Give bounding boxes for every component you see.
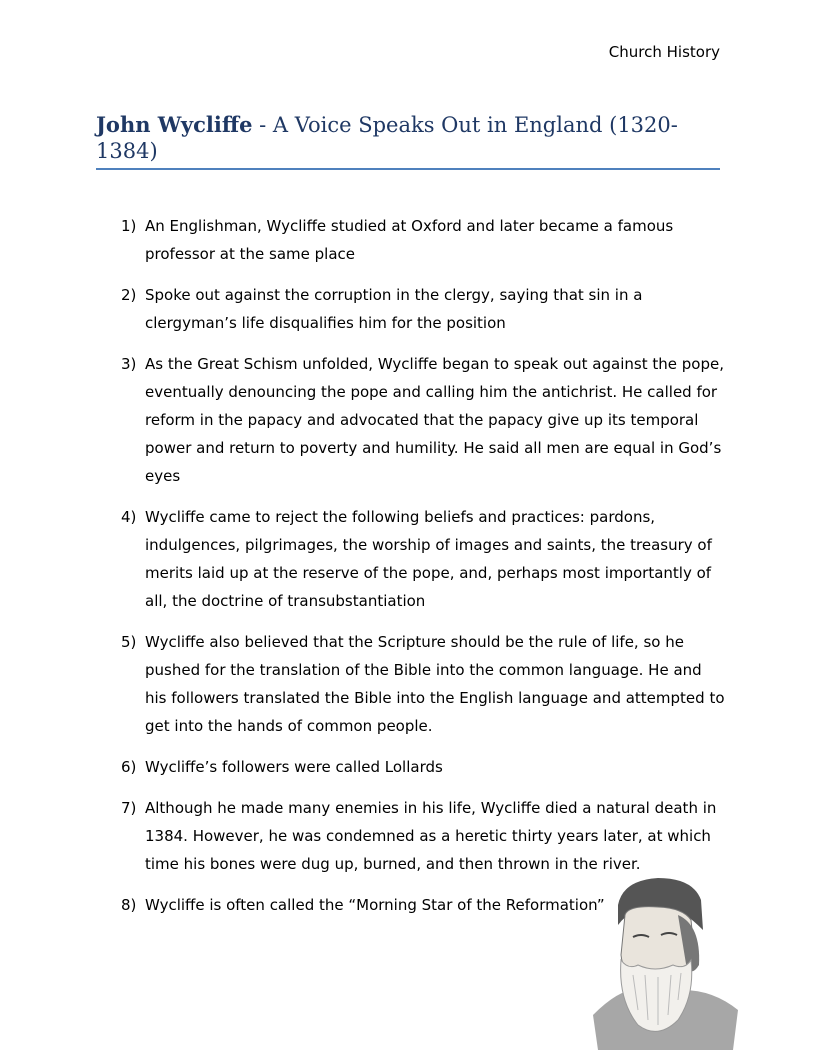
- item-text: As the Great Schism unfolded, Wycliffe began to speak out against the pope, eventually denouncing the pope and calling him the antichrist. He called for reform in the papacy and advocated that the papacy give up its temporal power and return to poverty and humility. He said all men are equal in God’s eyes: [145, 355, 724, 485]
- item-text: Spoke out against the corruption in the clergy, saying that sin in a clergyman’s life disqualifies him for the position: [145, 286, 643, 332]
- item-text: An Englishman, Wycliffe studied at Oxford and later became a famous professor at the same place: [145, 217, 674, 263]
- page-header: Church History: [608, 43, 720, 61]
- list-item: [0, 503, 725, 615]
- item-text: Wycliffe came to reject the following beliefs and practices: pardons, indulgences, pilgrimages, the worship of images and saints, the treasury of merits laid up at the reserve of the pope, and, perhaps most importantly of all, the doctrine of transubstantiation: [145, 508, 712, 610]
- page-title: [96, 112, 720, 170]
- item-text: Although he made many enemies in his life, Wycliffe died a natural death in 1384. However, he was condemned as a heretic thirty years later, at which time his bones were dug up, burned, and then thrown in the river.: [145, 799, 717, 873]
- title-name: John Wycliffe: [96, 112, 253, 137]
- item-text: Wycliffe is often called the “Morning Star of the Reformation”: [145, 896, 605, 914]
- wycliffe-portrait: [583, 875, 743, 1050]
- item-number: 3): [121, 355, 137, 373]
- item-text: Wycliffe also believed that the Scripture should be the rule of life, so he pushed for the translation of the Bible into the common language. He and his followers translated the Bible into the English language and attempted to get into the hands of common people.: [145, 633, 725, 735]
- item-number: 7): [121, 799, 137, 817]
- list-item: [0, 212, 725, 268]
- list-item: [0, 753, 725, 781]
- item-number: 2): [121, 286, 137, 304]
- list-item: [0, 794, 725, 878]
- item-number: 8): [121, 896, 137, 914]
- title-subtitle: - A Voice Speaks Out in England (1320-1384): [96, 113, 678, 163]
- list-item: [0, 628, 725, 740]
- item-number: 6): [121, 758, 137, 776]
- list-item: [0, 350, 725, 490]
- list-item: [0, 281, 725, 337]
- item-text: Wycliffe’s followers were called Lollards: [145, 758, 443, 776]
- item-number: 4): [121, 508, 137, 526]
- item-number: 5): [121, 633, 137, 651]
- fact-list: [0, 212, 817, 932]
- item-number: 1): [121, 217, 137, 235]
